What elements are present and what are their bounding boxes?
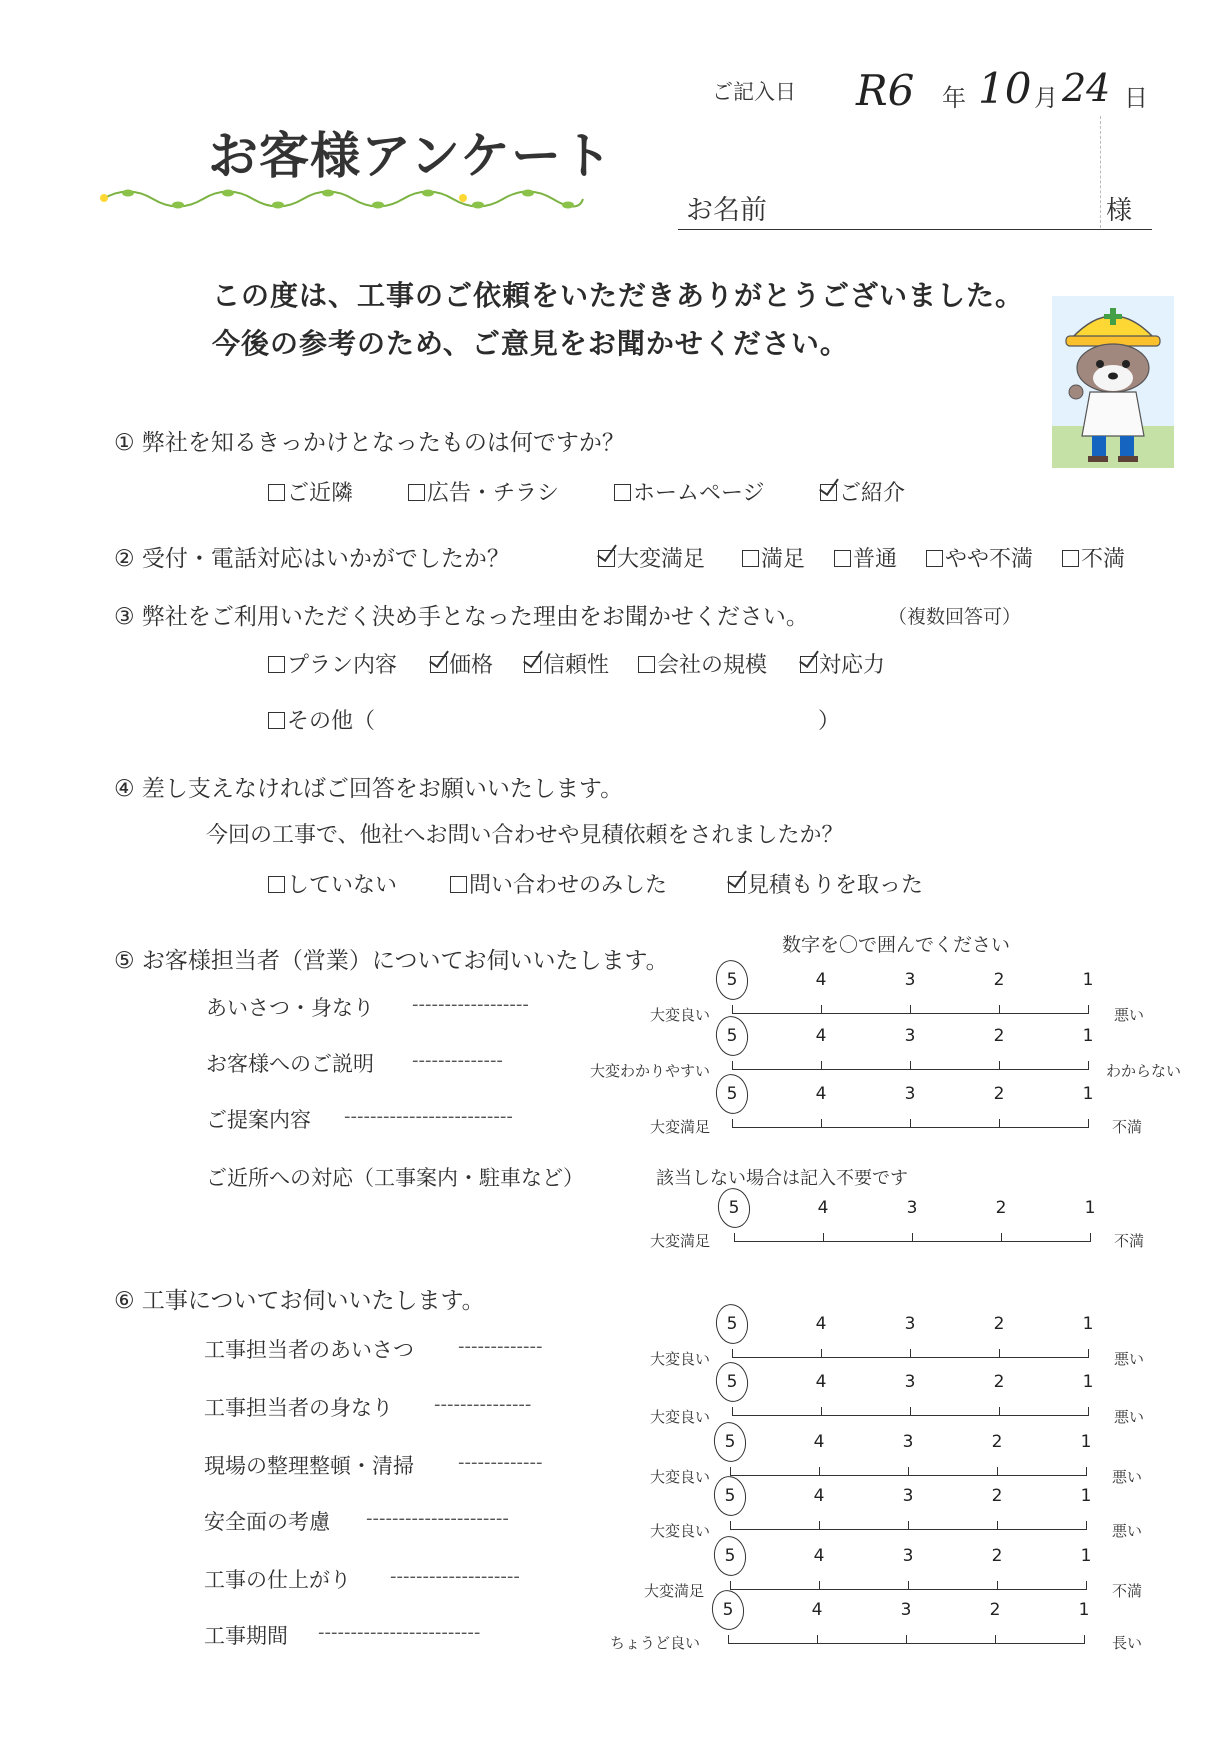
rating-scale[interactable] (728, 1198, 1096, 1242)
selected-circle (713, 1302, 750, 1346)
scale-number-3[interactable]: 3 (906, 1198, 918, 1218)
scale-tick (997, 1581, 998, 1590)
q1-option-homepage[interactable]: ホームページ (614, 476, 765, 507)
scale-tick (908, 1521, 909, 1530)
q4-subquestion: 今回の工事で、他社へお問い合わせや見積依頼をされましたか？ (206, 823, 844, 848)
scale-tick (910, 1349, 911, 1358)
scale-left-label: 大変良い (649, 1468, 710, 1486)
q6-row-label: 工事担当者の身なり (204, 1396, 393, 1420)
q5-row-label: あいさつ・身なり (206, 996, 374, 1020)
scale-tick (823, 1233, 824, 1242)
q5-row-dash: ------------------ (412, 994, 529, 1015)
rating-scale[interactable] (726, 1372, 1094, 1416)
scale-number-4[interactable]: 4 (815, 1084, 827, 1104)
q4-option-mitsumori[interactable]: 見積もりを取った (728, 868, 923, 899)
scale-tick (732, 1061, 733, 1070)
scale-tick (910, 1119, 911, 1128)
checkbox[interactable] (268, 656, 285, 673)
date-era-year: R6 (856, 66, 915, 115)
date-year-unit: 年 (942, 84, 966, 112)
selected-circle (711, 1420, 748, 1464)
q6-row-dash: ------------- (458, 1452, 543, 1473)
intro-line-2: 今後の参考のため、ご意見をお聞かせください。 (212, 327, 849, 360)
scale-number-3[interactable]: 3 (904, 1026, 916, 1046)
intro-line-1: この度は、工事のご依頼をいただきありがとうございました。 (212, 279, 1025, 312)
scale-left-label: 大変満足 (649, 1232, 710, 1250)
scale-number-1[interactable]: 1 (1080, 1432, 1092, 1452)
scale-number-2[interactable]: 2 (991, 1432, 1003, 1452)
question-6: ⑥ 工事についてお伺いいたします。 (114, 1288, 485, 1314)
scale-right-label: 不満 (1112, 1582, 1143, 1600)
q6-row-dash: ------------- (458, 1336, 543, 1357)
scale-number-4[interactable]: 4 (815, 1314, 827, 1334)
q5-instruction: 数字を〇で囲んでください (782, 934, 1011, 956)
survey-title: お客様アンケート (208, 127, 613, 185)
scale-tick (730, 1521, 731, 1530)
date-month-unit: 月 (1034, 84, 1058, 112)
scale-tick (1001, 1233, 1002, 1242)
checkbox-checked[interactable] (800, 656, 817, 673)
vine-decoration (98, 184, 588, 214)
scale-tick (1084, 1635, 1085, 1644)
scale-number-2[interactable]: 2 (993, 1026, 1005, 1046)
scale-left-label: 大変満足 (643, 1582, 704, 1600)
scale-number-1[interactable]: 1 (1082, 1372, 1094, 1392)
name-field[interactable] (782, 116, 1101, 228)
scale-number-4[interactable]: 4 (813, 1546, 825, 1566)
scale-tick (732, 1005, 733, 1014)
scale-left-label: 大変良い (649, 1522, 710, 1540)
scale-number-3[interactable]: 3 (904, 1372, 916, 1392)
checkbox[interactable] (834, 550, 851, 567)
scale-tick (997, 1521, 998, 1530)
scale-number-3[interactable]: 3 (904, 970, 916, 990)
scale-tick (999, 1005, 1000, 1014)
date-day: 24 (1062, 66, 1111, 110)
scale-tick (1086, 1581, 1087, 1590)
scale-left-label: 大変良い (649, 1350, 710, 1368)
checkbox-checked[interactable] (728, 876, 745, 893)
mascot-illustration (1052, 296, 1174, 468)
scale-tick (819, 1467, 820, 1476)
q3-option-plan[interactable]: プラン内容 (268, 648, 397, 679)
rating-scale[interactable] (724, 1486, 1092, 1530)
scale-tick (730, 1581, 731, 1590)
scale-number-5[interactable]: 5 (728, 1198, 740, 1218)
name-underline (678, 229, 1152, 230)
scale-number-1[interactable]: 1 (1082, 1314, 1094, 1334)
selected-circle (711, 1534, 748, 1578)
selected-circle (715, 1186, 752, 1230)
scale-left-label: 大変良い (649, 1006, 710, 1024)
scale-number-5[interactable]: 5 (724, 1546, 736, 1566)
scale-number-2[interactable]: 2 (991, 1546, 1003, 1566)
scale-tick (999, 1349, 1000, 1358)
scale-tick (999, 1061, 1000, 1070)
scale-number-2[interactable]: 2 (995, 1198, 1007, 1218)
scale-tick (1088, 1407, 1089, 1416)
q1-option-shoukai[interactable]: ご紹介 (820, 476, 905, 507)
scale-tick (728, 1635, 729, 1644)
scale-number-4[interactable]: 4 (813, 1486, 825, 1506)
rating-scale[interactable] (724, 1546, 1092, 1590)
scale-number-2[interactable]: 2 (993, 970, 1005, 990)
scale-number-3[interactable]: 3 (902, 1486, 914, 1506)
scale-tick (730, 1467, 731, 1476)
q5-row-dash: -------------------------- (344, 1106, 513, 1127)
name-suffix: 様 (1106, 196, 1133, 226)
scale-number-4[interactable]: 4 (811, 1600, 823, 1620)
q3-option-kakaku[interactable]: 価格 (430, 648, 493, 679)
scale-tick (912, 1233, 913, 1242)
scale-number-4[interactable]: 4 (813, 1432, 825, 1452)
scale-left-label: 大変満足 (649, 1118, 710, 1136)
q6-row-dash: --------------- (434, 1394, 532, 1415)
rating-scale[interactable] (724, 1432, 1092, 1476)
checkbox[interactable] (268, 484, 285, 501)
scale-tick (995, 1635, 996, 1644)
q3-note: （複数回答可） (888, 606, 1022, 628)
scale-number-5[interactable]: 5 (726, 970, 738, 990)
scale-tick (817, 1635, 818, 1644)
q3-option-kibo[interactable]: 会社の規模 (638, 648, 767, 679)
scale-tick (906, 1635, 907, 1644)
scale-tick (821, 1061, 822, 1070)
scale-tick (1088, 1005, 1089, 1014)
scale-right-label: 悪い (1114, 1408, 1145, 1426)
scale-number-3[interactable]: 3 (902, 1432, 914, 1452)
q2-option-daihen-manzoku[interactable]: 大変満足 (598, 542, 705, 573)
scale-left-label: 大変わかりやすい (589, 1062, 710, 1080)
scale-number-2[interactable]: 2 (993, 1314, 1005, 1334)
scale-number-5[interactable]: 5 (722, 1600, 734, 1620)
scale-tick (821, 1349, 822, 1358)
scale-number-1[interactable]: 1 (1082, 1084, 1094, 1104)
scale-tick (821, 1407, 822, 1416)
scale-tick (819, 1521, 820, 1530)
selected-circle (709, 1588, 746, 1632)
selected-circle (713, 958, 750, 1002)
checkbox[interactable] (926, 550, 943, 567)
q6-row-label: 工事の仕上がり (204, 1568, 351, 1592)
scale-right-label: 悪い (1112, 1468, 1143, 1486)
scale-tick (908, 1467, 909, 1476)
q5-row-note: 該当しない場合は記入不要です (656, 1168, 908, 1189)
rating-scale[interactable] (726, 1084, 1094, 1128)
scale-tick (910, 1407, 911, 1416)
q4-option-toiawase[interactable]: 問い合わせのみした (450, 868, 667, 899)
scale-tick (908, 1581, 909, 1590)
q5-row-label: お客様へのご説明 (206, 1052, 374, 1076)
q6-row-dash: -------------------- (390, 1566, 520, 1587)
question-3: ③ 弊社をご利用いただく決め手となった理由をお聞かせください。 (114, 604, 809, 630)
q1-option-kinrin[interactable]: ご近隣 (268, 476, 353, 507)
scale-right-label: 不満 (1112, 1118, 1143, 1136)
q5-row-label: ご近所への対応（工事案内・駐車など） (206, 1166, 584, 1190)
scale-tick (910, 1061, 911, 1070)
checkbox[interactable] (1062, 550, 1079, 567)
scale-number-4[interactable]: 4 (815, 1026, 827, 1046)
q4-option-shiteinai[interactable]: していない (268, 868, 397, 899)
scale-number-1[interactable]: 1 (1082, 1026, 1094, 1046)
scale-right-label: 悪い (1112, 1522, 1143, 1540)
scale-tick (1086, 1467, 1087, 1476)
scale-tick (732, 1119, 733, 1128)
checkbox-checked[interactable] (598, 550, 615, 567)
scale-tick (999, 1407, 1000, 1416)
checkbox[interactable] (614, 484, 631, 501)
question-2: ② 受付・電話対応はいかがでしたか？ (114, 546, 510, 572)
q2-option-futsuu[interactable]: 普通 (834, 542, 897, 573)
scale-tick (999, 1119, 1000, 1128)
scale-tick (819, 1581, 820, 1590)
scale-tick (1088, 1349, 1089, 1358)
question-1: ① 弊社を知るきっかけとなったものは何ですか？ (114, 430, 625, 456)
q5-row-dash: -------------- (412, 1050, 503, 1071)
checkbox[interactable] (450, 876, 467, 893)
checkbox[interactable] (742, 550, 759, 567)
q6-row-dash: ---------------------- (366, 1508, 509, 1529)
q3-other-close: ） (818, 709, 841, 734)
question-4: ④ 差し支えなければご回答をお願いいたします。 (114, 776, 624, 802)
checkbox-checked[interactable] (820, 484, 837, 501)
rating-scale[interactable] (722, 1600, 1090, 1644)
scale-tick (821, 1005, 822, 1014)
date-month: 10 (978, 64, 1032, 113)
scale-number-1[interactable]: 1 (1084, 1198, 1096, 1218)
scale-number-2[interactable]: 2 (993, 1372, 1005, 1392)
scale-tick (732, 1407, 733, 1416)
question-5: ⑤ お客様担当者（営業）についてお伺いいたします。 (114, 948, 669, 974)
q6-row-label: 現場の整理整頓・清掃 (204, 1454, 414, 1478)
date-label: ご記入日 (712, 80, 796, 104)
q5-row-label: ご提案内容 (206, 1108, 311, 1132)
selected-circle (713, 1072, 750, 1116)
rating-scale[interactable] (726, 1314, 1094, 1358)
scale-number-4[interactable]: 4 (817, 1198, 829, 1218)
scale-tick (1088, 1061, 1089, 1070)
selected-circle (713, 1014, 750, 1058)
scale-right-label: 不満 (1114, 1232, 1145, 1250)
q3-option-other[interactable]: その他（ (268, 704, 375, 735)
scale-number-5[interactable]: 5 (724, 1432, 736, 1452)
scale-number-2[interactable]: 2 (989, 1600, 1001, 1620)
scale-number-3[interactable]: 3 (902, 1546, 914, 1566)
scale-number-1[interactable]: 1 (1080, 1486, 1092, 1506)
name-label: お名前 (686, 195, 767, 226)
scale-right-label: 悪い (1114, 1006, 1145, 1024)
scale-tick (821, 1119, 822, 1128)
scale-tick (1090, 1233, 1091, 1242)
selected-circle (713, 1360, 750, 1404)
date-day-unit: 日 (1124, 84, 1148, 112)
scale-tick (732, 1349, 733, 1358)
scale-tick (997, 1467, 998, 1476)
q3-option-taiouryoku[interactable]: 対応力 (800, 648, 885, 679)
checkbox-checked[interactable] (430, 656, 447, 673)
checkbox[interactable] (638, 656, 655, 673)
q6-row-dash: ------------------------- (318, 1622, 481, 1643)
q6-row-label: 工事担当者のあいさつ (204, 1338, 414, 1362)
scale-number-3[interactable]: 3 (900, 1600, 912, 1620)
scale-tick (910, 1005, 911, 1014)
q2-option-manzoku[interactable]: 満足 (742, 542, 805, 573)
q6-row-label: 安全面の考慮 (204, 1510, 330, 1534)
scale-number-4[interactable]: 4 (815, 1372, 827, 1392)
scale-right-label: 悪い (1114, 1350, 1145, 1368)
rating-scale[interactable] (726, 970, 1094, 1014)
q3-option-shinraisei[interactable]: 信頼性 (524, 648, 609, 679)
scale-number-5[interactable]: 5 (726, 1026, 738, 1046)
scale-left-label: ちょうど良い (609, 1634, 700, 1652)
checkbox[interactable] (268, 876, 285, 893)
scale-number-2[interactable]: 2 (993, 1084, 1005, 1104)
checkbox[interactable] (408, 484, 425, 501)
rating-scale[interactable] (726, 1026, 1094, 1070)
scale-tick (1086, 1521, 1087, 1530)
scale-right-label: 長い (1112, 1634, 1143, 1652)
scale-number-1[interactable]: 1 (1078, 1600, 1090, 1620)
scale-number-5[interactable]: 5 (726, 1314, 738, 1334)
checkbox[interactable] (268, 712, 285, 729)
scale-number-5[interactable]: 5 (726, 1372, 738, 1392)
scale-tick (734, 1233, 735, 1242)
scale-number-5[interactable]: 5 (726, 1084, 738, 1104)
q2-option-yaya-fuman[interactable]: やや不満 (926, 542, 1033, 573)
scale-number-1[interactable]: 1 (1080, 1546, 1092, 1566)
q2-option-fuman[interactable]: 不満 (1062, 542, 1125, 573)
scale-left-label: 大変良い (649, 1408, 710, 1426)
scale-number-3[interactable]: 3 (904, 1314, 916, 1334)
scale-number-5[interactable]: 5 (724, 1486, 736, 1506)
selected-circle (711, 1474, 748, 1518)
scale-number-3[interactable]: 3 (904, 1084, 916, 1104)
scale-tick (1088, 1119, 1089, 1128)
scale-right-label: わからない (1106, 1062, 1182, 1080)
q1-option-chirashi[interactable]: 広告・チラシ (408, 476, 559, 507)
scale-number-2[interactable]: 2 (991, 1486, 1003, 1506)
scale-number-4[interactable]: 4 (815, 970, 827, 990)
scale-number-1[interactable]: 1 (1082, 970, 1094, 990)
q6-row-label: 工事期間 (204, 1624, 288, 1648)
checkbox-checked[interactable] (524, 656, 541, 673)
